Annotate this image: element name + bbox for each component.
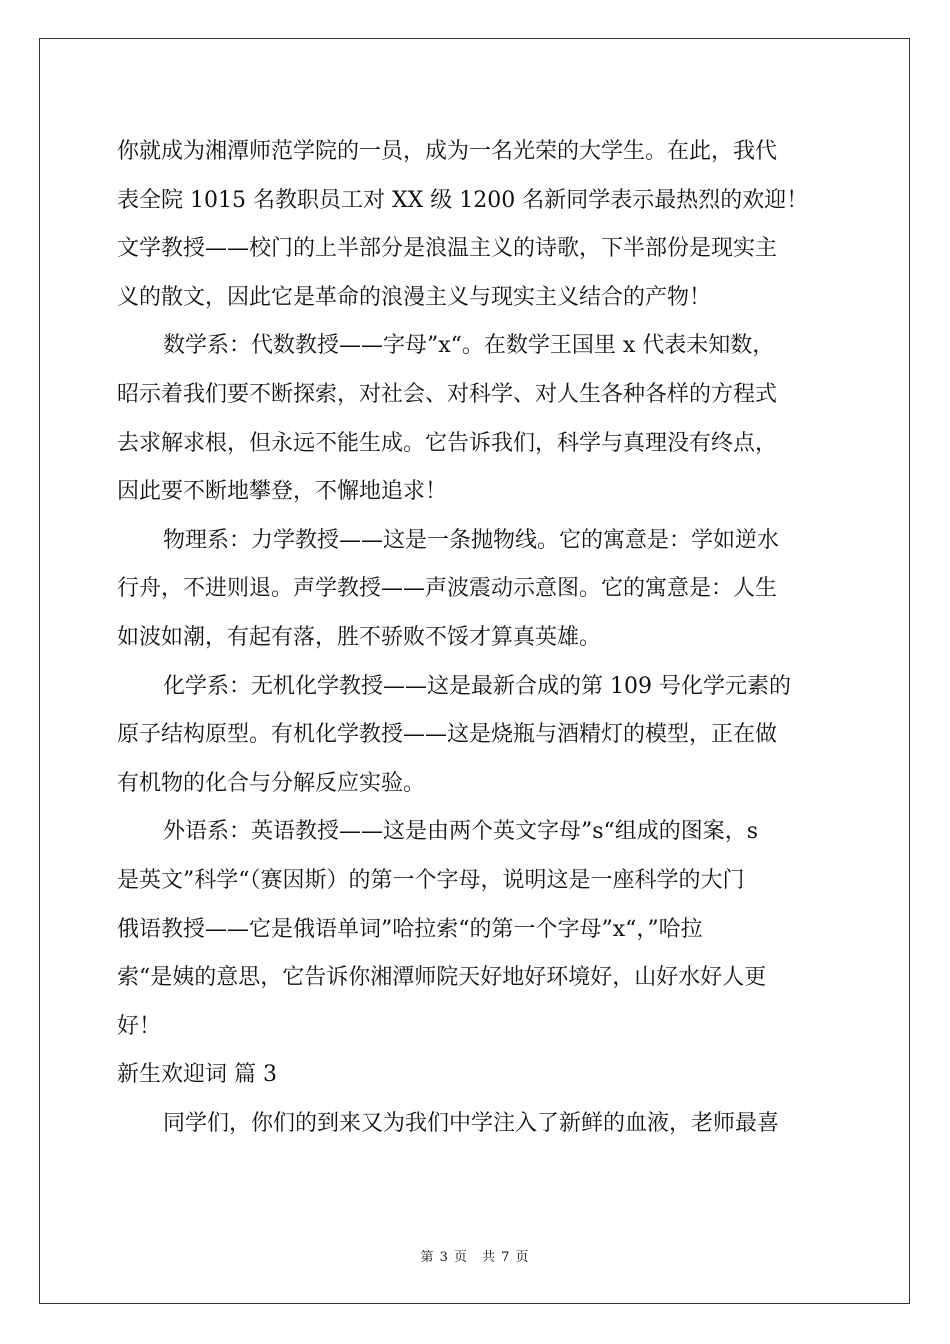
paragraph-start-math: 数学系：代数教授——字母”x“。在数学王国里 x 代表未知数，: [163, 333, 775, 359]
text-line: 表全院 1015 名教职员工对 XX 级 1200 名新同学表示最热烈的欢迎！: [117, 187, 809, 213]
paragraph-start-section3: 同学们，你们的到来又为我们中学注入了新鲜的血液，老师最喜: [163, 1110, 780, 1136]
text-line: 行舟，不进则退。声学教授——声波震动示意图。它的寓意是：人生: [117, 576, 778, 602]
text-line: 俄语教授——它是俄语单词”哈拉索“的第一个字母”x“，”哈拉: [117, 916, 703, 942]
text-line: 义的散文，因此它是革命的浪漫主义与现实主义结合的产物！: [117, 284, 712, 310]
text-line: 你就成为湘潭师范学院的一员，成为一名光荣的大学生。在此，我代: [117, 139, 778, 164]
text-line: 有机物的化合与分解反应实验。: [117, 770, 426, 796]
text-line: 是英文”科学“（赛因斯）的第一个字母，说明这是一座科学的大门: [117, 867, 745, 893]
text-line: 原子结构原型。有机化学教授——这是烧瓶与酒精灯的模型，正在做: [117, 722, 778, 748]
text-line: 因此要不断地攀登，不懈地追求！: [117, 479, 448, 505]
section-heading: 新生欢迎词 篇 3: [117, 1062, 277, 1088]
text-line: 去求解求根，但永远不能生成。它告诉我们，科学与真理没有终点，: [117, 430, 778, 456]
paragraph-start-languages: 外语系：英语教授——这是由两个英文字母”s“组成的图案，s: [163, 819, 759, 845]
text-line: 索“是姨的意思，它告诉你湘潭师院天好地好环境好，山好水好人更: [117, 965, 767, 991]
text-line: 如波如潮，有起有落，胜不骄败不馁才算真英雄。: [117, 624, 602, 650]
document-body: [117, 128, 837, 1148]
paragraph-start-chemistry: 化学系：无机化学教授——这是最新合成的第 109 号化学元素的: [163, 673, 791, 699]
text-line: 好！: [117, 1013, 162, 1039]
page-number: 第 3 页 共 7 页: [420, 1250, 530, 1265]
paragraph-start-physics: 物理系：力学教授——这是一条抛物线。它的寓意是：学如逆水: [163, 527, 780, 553]
text-line: 文学教授——校门的上半部分是浪温主义的诗歌，下半部份是现实主: [117, 236, 778, 262]
text-line: 昭示着我们要不断探索，对社会、对科学、对人生各种各样的方程式: [117, 381, 778, 407]
